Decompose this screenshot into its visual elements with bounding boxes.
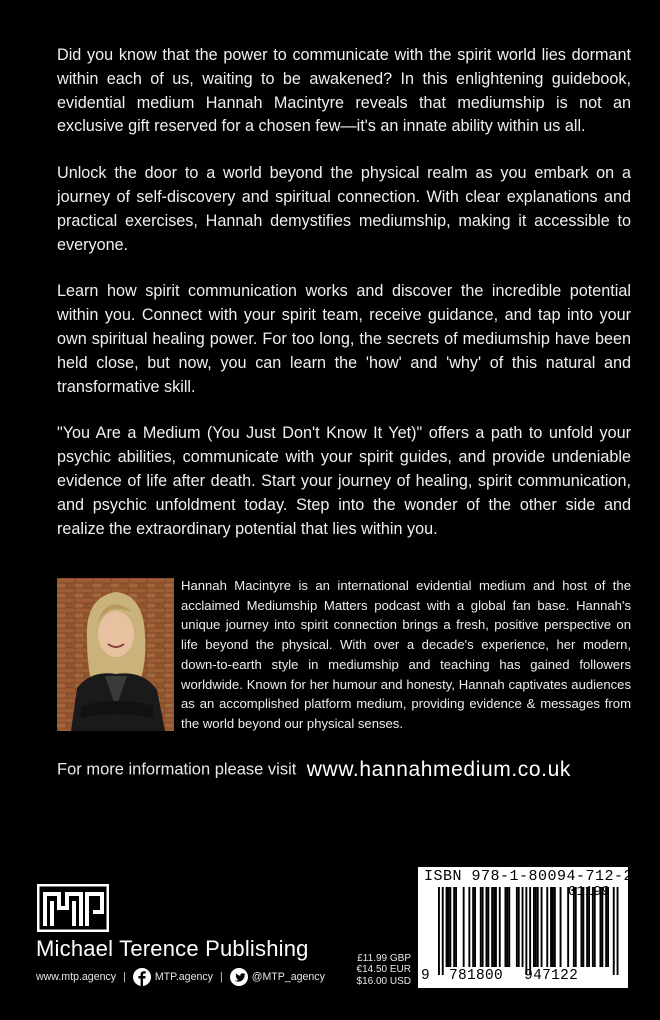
barcode-bar (442, 887, 444, 975)
author-photo (57, 578, 174, 731)
author-website-link[interactable]: www.hannahmedium.co.uk (306, 758, 571, 781)
barcode-bar (480, 887, 482, 967)
barcode-bar (449, 887, 451, 967)
barcode-bar (474, 887, 476, 967)
barcode-bar (438, 887, 440, 975)
back-cover-blurb (57, 44, 631, 564)
price-code: 01199 (568, 884, 611, 900)
barcode-bar (468, 887, 470, 967)
barcode-bar (560, 887, 562, 967)
barcode-bar (533, 887, 535, 967)
barcode-bar (491, 887, 493, 967)
ean-group-left: 781800 (449, 968, 504, 984)
more-info-line (57, 758, 637, 788)
ean-group-right: 947122 (524, 968, 579, 984)
price-eur: €14.50 EUR (356, 964, 411, 976)
barcode-bar (617, 887, 619, 975)
barcode-bar (529, 887, 531, 975)
publisher-website[interactable]: www.mtp.agency (36, 971, 117, 983)
author-bio: Hannah Macintyre is an international evidential medium and host of the acclaimed Mediumship Matters podcast with a global fan base. Hannah's unique journey into spirit connection brings a fresh, positive perspective on life beyond the physical. With over a decade's experience, her modern, down-to-earth style in mediumship and teaching has gained followers worldwide. Known for her humour and honesty, Hannah captivates audiences as an accomplished platform medium, providing evidence & messages from the world beyond our physical senses. (181, 578, 631, 731)
barcode-bar (525, 887, 527, 975)
separator: | (219, 971, 223, 983)
author-portrait-image (57, 578, 174, 731)
barcode-bar (516, 887, 518, 967)
facebook-handle[interactable]: MTP.agency (154, 971, 213, 983)
price-gbp: £11.99 GBP (357, 953, 411, 964)
barcode-bar (505, 887, 507, 967)
blurb-paragraph: Did you know that the power to communicate with the spirit world lies dormant within each of us, waiting to be awakened? In this enlightening guidebook, evidential medium Hannah Macintyre reveals that mediumship is not an exclusive gift reserved for a chosen few—it's an innate ability within us all. (57, 46, 631, 136)
barcode-bar (448, 887, 450, 967)
barcode-bar (495, 887, 497, 967)
twitter-handle[interactable]: @MTP_agency (251, 971, 325, 983)
barcode-bar (446, 887, 448, 967)
barcode-bar (546, 887, 548, 967)
isbn-barcode (418, 867, 634, 988)
ean-digits (421, 968, 578, 984)
barcode-bar (455, 887, 457, 967)
blurb-paragraph: Learn how spirit communication works and discover the incredible potential within you. Connect with your spirit team, receive guidance, and tap into your own spiritual healing power. For too long, the secrets of mediumship have been held close, but now, you can learn the 'how' and 'why' of this natural and transformative skill. (57, 282, 631, 396)
facebook-icon (133, 968, 151, 986)
barcode-bar (522, 887, 524, 967)
barcode-bar (482, 887, 484, 967)
barcode-bar (472, 887, 474, 967)
barcode-bar (486, 887, 488, 967)
isbn-text: ISBN 978-1-80094-712-2 (424, 868, 634, 885)
blurb-paragraph: Unlock the door to a world beyond the physical realm as you embark on a journey of self-discovery and spiritual connection. With clear explanations and practical exercises, Hannah demystifies mediumship, making it accessible to everyone. (57, 164, 631, 254)
barcode-bar (554, 887, 556, 967)
barcode-bar (453, 887, 455, 967)
barcode-bar (487, 887, 489, 967)
blurb-paragraph: "You Are a Medium (You Just Don't Know It Yet)" offers a path to unfold your psychic abilities, communicate with your spirit guides, and provide undeniable evidence of life after death. Start your journey of healing, spirit communication, and psychic unfoldment today. Step into the wonder of the other side and realize the extraordinary potential that lies within you. (57, 424, 631, 538)
barcode-bar (537, 887, 539, 967)
price-usd: $16.00 USD (356, 975, 411, 987)
barcode-bar (499, 887, 501, 967)
barcode-bar (535, 887, 537, 967)
barcode-bar (550, 887, 552, 967)
publisher-name: Michael Terence Publishing (36, 936, 309, 961)
price-list (356, 953, 411, 987)
publisher-logo (37, 884, 109, 932)
barcode-bar (552, 887, 554, 967)
barcode-bar (508, 887, 510, 967)
barcode-bar (518, 887, 520, 967)
twitter-icon (230, 968, 248, 986)
barcode-bar (463, 887, 465, 967)
barcode-bar (541, 887, 543, 967)
barcode-bar (506, 887, 508, 967)
barcode-bar (613, 887, 615, 975)
barcode-bar (493, 887, 495, 967)
separator: | (123, 971, 126, 983)
publisher-socials (36, 968, 325, 986)
ean-first-digit: 9 (421, 968, 431, 984)
more-info-label: For more information please visit (57, 760, 297, 779)
mtp-logo-icon (37, 884, 109, 932)
